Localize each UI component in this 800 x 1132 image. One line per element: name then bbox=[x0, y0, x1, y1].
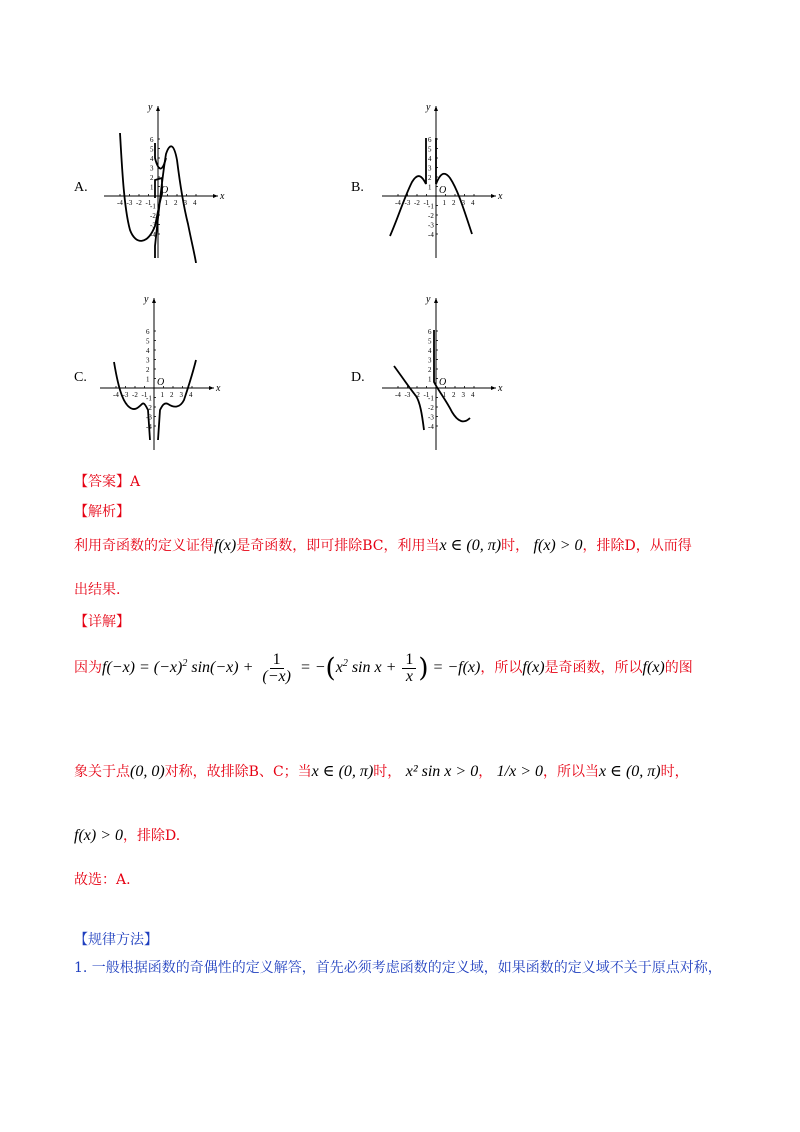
y-tick-label: -2 bbox=[428, 212, 434, 220]
y-tick-label: 6 bbox=[146, 328, 150, 336]
x-tick-label: -1 bbox=[423, 391, 430, 399]
detail-text-i: ，所以当 bbox=[543, 764, 599, 780]
analysis-text-b: 是奇函数，即可排除BC，利用当 bbox=[236, 538, 440, 554]
y-axis-label: y bbox=[426, 294, 431, 305]
x-axis-label: x bbox=[216, 383, 221, 394]
x-arrow bbox=[491, 194, 496, 198]
math-interval: x ∈ (0, π) bbox=[439, 537, 502, 554]
option-d-graph bbox=[378, 290, 518, 455]
detail-text-k: ，排除D. bbox=[123, 828, 181, 844]
x-tick-label: 1 bbox=[160, 391, 164, 399]
y-arrow bbox=[152, 298, 156, 303]
y-tick-label: -1 bbox=[150, 202, 156, 211]
y-tick-label: -2 bbox=[150, 212, 156, 220]
graph-a-svg bbox=[100, 98, 240, 263]
analysis-text-c: 时， bbox=[501, 538, 530, 554]
y-tick-label: -1 bbox=[428, 394, 434, 403]
x-tick-label: -1 bbox=[145, 199, 152, 207]
answer-header: 【答案】 bbox=[74, 474, 130, 490]
analysis-line-1 bbox=[74, 536, 692, 556]
detail-text-f: 对称，故排除B、C；当 bbox=[164, 764, 312, 780]
y-tick-label: 3 bbox=[146, 356, 150, 365]
detail-text-j: 时， bbox=[660, 764, 689, 780]
y-tick-label: 5 bbox=[150, 145, 154, 154]
math-fx: f(x) bbox=[214, 537, 237, 554]
y-tick-label: -1 bbox=[146, 394, 152, 403]
detail-text-a: 因为 bbox=[74, 660, 102, 676]
x-tick-label: 1 bbox=[442, 199, 446, 207]
detail-header: 【详解】 bbox=[74, 614, 130, 630]
y-tick-label: -3 bbox=[150, 221, 156, 230]
y-tick-label: -4 bbox=[428, 423, 434, 431]
x-tick-label: 2 bbox=[452, 199, 456, 207]
y-tick-label: 1 bbox=[146, 375, 150, 384]
y-tick-label: 4 bbox=[428, 155, 432, 163]
math-fx-pos: f(x) > 0 bbox=[533, 537, 583, 554]
y-tick-label: 5 bbox=[146, 337, 150, 346]
math-fx-pos-2: f(x) > 0 bbox=[74, 827, 123, 844]
y-tick-label: -3 bbox=[146, 413, 152, 422]
detail-text-c: 是奇函数，所以 bbox=[544, 660, 643, 676]
detail-text-h: ， bbox=[478, 764, 493, 780]
y-tick-label: -4 bbox=[146, 423, 152, 431]
x-tick-label: -1 bbox=[141, 391, 148, 399]
origin-label: O bbox=[439, 185, 447, 196]
math-interval-3: x ∈ (0, π) bbox=[599, 763, 661, 780]
x-tick-label: 1 bbox=[442, 391, 446, 399]
y-arrow bbox=[434, 298, 438, 303]
graph-c-svg bbox=[96, 290, 236, 455]
graph-b-svg bbox=[378, 98, 518, 263]
analysis-text-d: ，排除D，从而得 bbox=[582, 538, 692, 554]
x-tick-label: 2 bbox=[174, 199, 178, 207]
x-tick-label: -4 bbox=[117, 199, 123, 207]
math-x2sin: x² sin x > 0 bbox=[405, 763, 479, 780]
origin-label: O bbox=[439, 377, 447, 388]
y-tick-label: 3 bbox=[428, 356, 432, 365]
answer-line bbox=[74, 472, 140, 492]
x-tick-label: -3 bbox=[122, 391, 129, 399]
x-tick-label: -1 bbox=[423, 199, 430, 207]
math-fx-3: f(x) bbox=[642, 659, 665, 676]
math-fx-2: f(x) bbox=[522, 659, 545, 676]
option-a-graph bbox=[100, 98, 240, 263]
x-tick-label: -4 bbox=[113, 391, 119, 399]
y-tick-label: -3 bbox=[428, 221, 434, 230]
y-tick-label: 4 bbox=[428, 347, 432, 355]
graph-d-svg bbox=[378, 290, 518, 455]
y-tick-label: 5 bbox=[428, 145, 432, 154]
y-tick-label: -3 bbox=[428, 413, 434, 422]
x-tick-label: -3 bbox=[126, 199, 133, 207]
origin-label: O bbox=[161, 185, 169, 196]
math-interval-2: x ∈ (0, π) bbox=[311, 763, 374, 780]
y-tick-label: -2 bbox=[146, 404, 152, 412]
y-axis-label: y bbox=[144, 294, 149, 305]
equation-oddness: $f(-x) = (-x)^2$ sin(−x) + $\frac{1}{(-x)}$ = $-(x^2$ sin x + $\frac{1}{x}$ ) = −f(x) bbox=[102, 650, 481, 685]
detail-text-e: 象关于点 bbox=[74, 764, 130, 780]
y-tick-label: 5 bbox=[428, 337, 432, 346]
x-tick-label: -2 bbox=[136, 199, 142, 207]
y-arrow bbox=[156, 106, 160, 111]
y-tick-label: 3 bbox=[428, 164, 432, 173]
y-arrow bbox=[434, 106, 438, 111]
option-c-label: C. bbox=[74, 370, 87, 385]
x-axis-label: x bbox=[220, 191, 225, 202]
y-tick-label: 1 bbox=[428, 375, 432, 384]
x-axis-label: x bbox=[498, 191, 503, 202]
y-tick-label: 6 bbox=[428, 136, 432, 144]
x-tick-label: 4 bbox=[471, 199, 475, 207]
detail-text-g: 时， bbox=[373, 764, 402, 780]
option-a-label: A. bbox=[74, 180, 88, 195]
y-axis-label: y bbox=[426, 102, 431, 113]
x-tick-label: -2 bbox=[414, 199, 420, 207]
option-d-label: D. bbox=[351, 370, 365, 385]
x-tick-label: 4 bbox=[189, 391, 193, 399]
y-tick-label: 2 bbox=[428, 366, 432, 374]
x-tick-label: 2 bbox=[170, 391, 174, 399]
x-tick-label: -2 bbox=[414, 391, 420, 399]
origin-label: O bbox=[157, 377, 165, 388]
choose-line: 故选：A. bbox=[74, 872, 131, 888]
x-tick-label: 4 bbox=[193, 199, 197, 207]
x-arrow bbox=[491, 386, 496, 390]
x-tick-label: -4 bbox=[395, 391, 401, 399]
y-tick-label: 2 bbox=[146, 366, 150, 374]
y-tick-label: -2 bbox=[428, 404, 434, 412]
option-c-graph bbox=[96, 290, 236, 455]
detail-text-b: ，所以 bbox=[480, 660, 523, 676]
analysis-line-2: 出结果. bbox=[74, 582, 121, 598]
x-tick-label: 3 bbox=[179, 391, 183, 399]
x-tick-label: 2 bbox=[452, 391, 456, 399]
x-tick-label: 3 bbox=[461, 199, 465, 207]
x-tick-label: -4 bbox=[395, 199, 401, 207]
x-tick-label: 4 bbox=[471, 391, 475, 399]
detail-line-2 bbox=[74, 752, 689, 792]
math-point: (0, 0) bbox=[130, 763, 165, 780]
x-tick-label: 1 bbox=[164, 199, 168, 207]
analysis-header: 【解析】 bbox=[74, 504, 130, 520]
y-tick-label: 6 bbox=[428, 328, 432, 336]
y-tick-label: 3 bbox=[150, 164, 154, 173]
detail-line-3 bbox=[74, 826, 180, 846]
y-tick-label: 1 bbox=[428, 183, 432, 192]
y-tick-label: 6 bbox=[150, 136, 154, 144]
x-tick-label: 3 bbox=[461, 391, 465, 399]
detail-text-d: 的图 bbox=[664, 660, 693, 676]
y-axis-label: y bbox=[148, 102, 153, 113]
option-b-label: B. bbox=[351, 180, 364, 195]
y-tick-label: -1 bbox=[428, 202, 434, 211]
y-tick-label: 2 bbox=[428, 174, 432, 182]
x-arrow bbox=[213, 194, 218, 198]
x-tick-label: 3 bbox=[183, 199, 187, 207]
y-tick-label: 2 bbox=[150, 174, 154, 182]
x-tick-label: -3 bbox=[404, 199, 411, 207]
rule-item-1: 1. 一般根据函数的奇偶性的定义解答，首先必须考虑函数的定义域，如果函数的定义域不关于原点对称， bbox=[74, 960, 722, 976]
x-axis-label: x bbox=[498, 383, 503, 394]
x-arrow bbox=[209, 386, 214, 390]
y-tick-label: -4 bbox=[428, 231, 434, 239]
x-tick-label: -3 bbox=[404, 391, 411, 399]
answer-value: A bbox=[130, 474, 141, 490]
rule-header: 【规律方法】 bbox=[74, 932, 158, 948]
analysis-text-a: 利用奇函数的定义证得 bbox=[74, 538, 214, 554]
y-tick-label: 1 bbox=[150, 183, 154, 192]
y-tick-label: 4 bbox=[150, 155, 154, 163]
y-tick-label: -4 bbox=[150, 231, 156, 239]
y-tick-label: 4 bbox=[146, 347, 150, 355]
option-b-graph bbox=[378, 98, 518, 263]
detail-line-1 bbox=[74, 648, 693, 688]
x-tick-label: -2 bbox=[132, 391, 138, 399]
math-one-over-x: 1/x > 0 bbox=[496, 763, 543, 780]
